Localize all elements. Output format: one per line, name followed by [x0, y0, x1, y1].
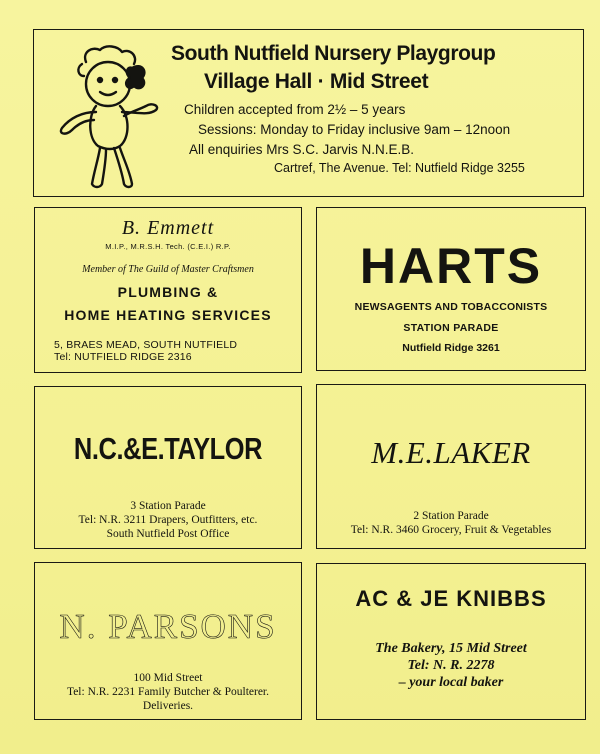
laker-phone-trade: Tel: N.R. 3460 Grocery, Fruit & Vegetables — [350, 524, 552, 536]
laker-details — [317, 509, 585, 537]
knibbs-advert — [316, 563, 586, 720]
taylor-post-office: South Nutfield Post Office — [106, 528, 230, 540]
parsons-details — [35, 671, 301, 713]
taylor-details — [35, 499, 301, 541]
harts-trade: NEWSAGENTS AND TOBACCONISTS — [354, 301, 548, 313]
playgroup-sessions: Sessions: Monday to Friday inclusive 9am – 12noon — [198, 122, 511, 137]
laker-name: M.E.LAKER — [371, 435, 531, 470]
harts-phone: Nutfield Ridge 3261 — [402, 342, 500, 354]
parsons-advert — [34, 562, 302, 720]
playgroup-advert — [33, 29, 584, 197]
taylor-name: N.C.&E.TAYLOR — [73, 431, 263, 466]
parsons-phone-trade: Tel: N.R. 2231 Family Butcher & Poulterer. — [66, 686, 270, 698]
harts-address: STATION PARADE — [403, 322, 499, 334]
emmett-address-line2: Tel: NUTFIELD RIDGE 2316 — [54, 351, 192, 363]
knibbs-name: AC & JE KNIBBS — [355, 586, 547, 611]
emmett-address-line1: 5, BRAES MEAD, SOUTH NUTFIELD — [54, 339, 238, 351]
parsons-address: 100 Mid Street — [133, 672, 203, 684]
knibbs-address: The Bakery, 15 Mid Street — [375, 641, 527, 656]
playgroup-address: Cartref, The Avenue. Tel: Nutfield Ridge 3255 — [274, 161, 525, 175]
laker-address: 2 Station Parade — [413, 510, 489, 522]
emmett-plumbing-advert — [34, 207, 302, 373]
emmett-address — [54, 339, 237, 363]
knibbs-details — [317, 640, 585, 691]
emmett-qualifications: M.I.P., M.R.S.H. Tech. (C.E.I.) R.P. — [105, 242, 231, 251]
harts-name: HARTS — [359, 238, 543, 294]
playgroup-location: Village Hall · Mid Street — [204, 70, 429, 93]
child-drawing-icon — [48, 42, 168, 192]
emmett-name: B. Emmett — [121, 217, 215, 239]
emmett-guild: Member of The Guild of Master Craftsmen — [82, 264, 254, 275]
taylor-address: 3 Station Parade — [130, 500, 206, 512]
knibbs-tagline: – your local baker — [398, 675, 504, 690]
taylor-advert — [34, 386, 302, 549]
emmett-service-line2: HOME HEATING SERVICES — [64, 307, 272, 323]
emmett-service-line1: PLUMBING & — [117, 284, 219, 300]
parsons-name: N. PARSONS — [59, 607, 277, 646]
harts-advert — [316, 207, 586, 371]
playgroup-enquiries: All enquiries Mrs S.C. Jarvis N.N.E.B. — [189, 142, 415, 157]
playgroup-title: South Nutfield Nursery Playgroup — [171, 42, 496, 65]
laker-advert — [316, 384, 586, 549]
parsons-deliveries: Deliveries. — [142, 700, 194, 712]
taylor-phone-trade: Tel: N.R. 3211 Drapers, Outfitters, etc. — [78, 514, 258, 526]
knibbs-phone: Tel: N. R. 2278 — [407, 658, 495, 673]
playgroup-ages: Children accepted from 2½ – 5 years — [184, 102, 406, 117]
